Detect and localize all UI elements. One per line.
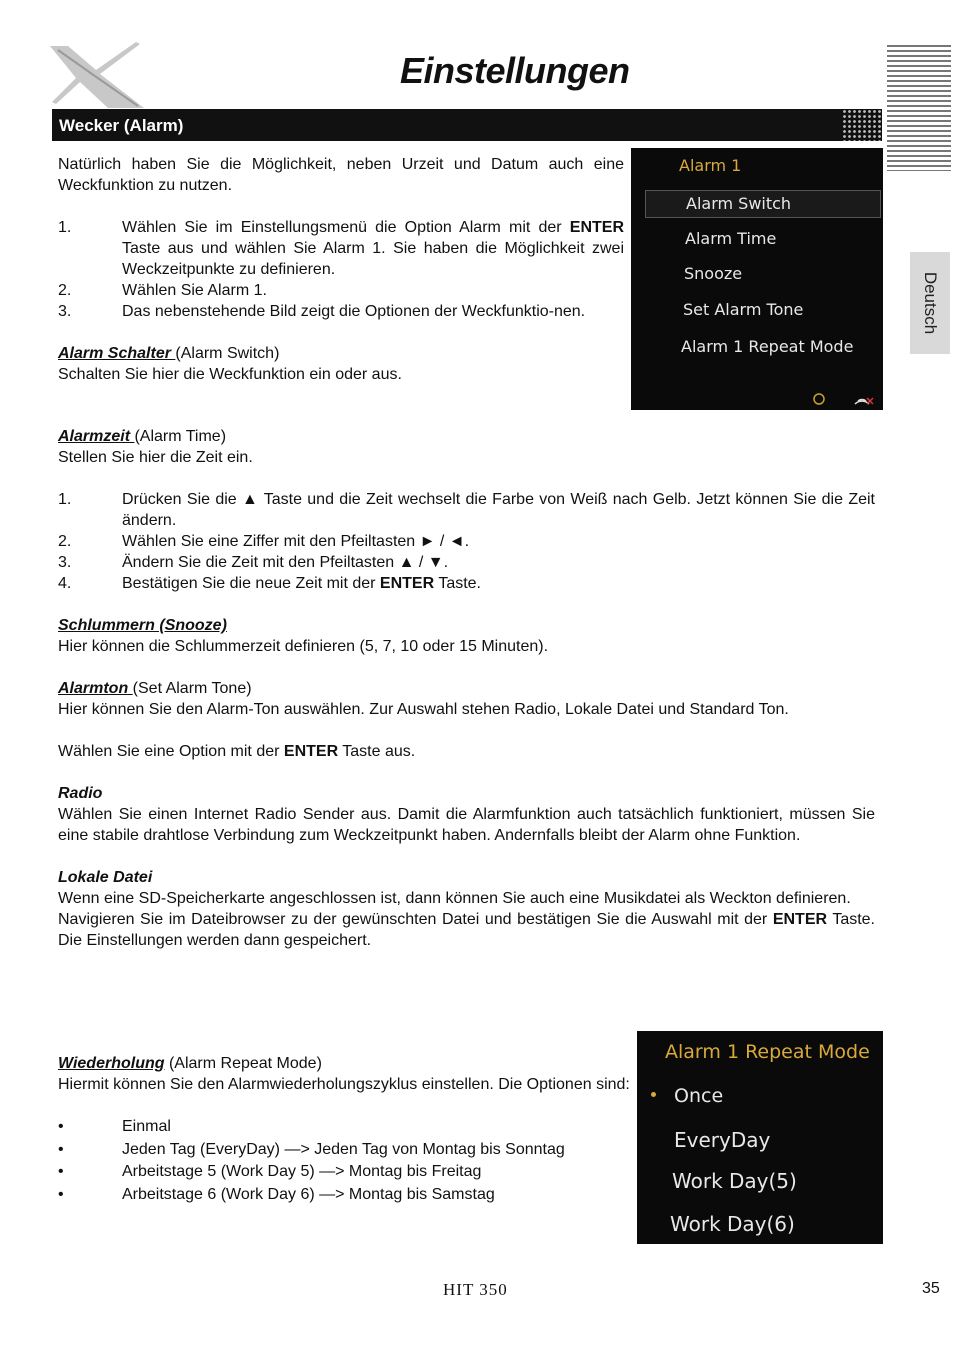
alarm-menu-screenshot [631,148,883,410]
local-file-desc: Wenn eine SD-Speicherkarte angeschlossen ist, dann können Sie auch eine Musikdatei als Weckton definieren. [58,890,851,907]
intro-text: Natürlich haben Sie die Möglichkeit, neben Urzeit und Datum auch eine Weckfunktion zu nutzen. [58,156,624,194]
alarm-time-heading: Alarmzeit (Alarm Time) [58,428,227,445]
language-tab [910,252,950,354]
page-number: 35 [922,1280,940,1297]
radio-desc: Wählen Sie einen Internet Radio Sender aus. Damit die Alarmfunktion auch tatsächlich funktioniert, müssen Sie eine stabile drahtlose Verbindung zum Weckzeitpunkt haben. Andernfalls bleibt der Alarm ohne Funktion. [58,806,875,844]
list-number: 1. [58,491,72,508]
list-text: Bestätigen Sie die neue Zeit mit der ENTER Taste. [122,575,481,592]
snooze-heading: Schlummern (Snooze) [58,617,227,634]
list-item [58,489,875,531]
bullet: • [58,1163,64,1180]
list-item [58,1139,631,1162]
screen-item: EveryDay [674,1128,771,1152]
screen-item: Once [674,1085,724,1107]
steps-list-1 [58,217,624,322]
list-item [58,301,624,322]
repeat-desc: Hiermit können Sie den Alarmwiederholungszyklus einstellen. Die Optionen sind: [58,1076,630,1093]
list-text: Jeden Tag (EveryDay) —> Jeden Tag von Montag bis Sonntag [122,1140,565,1158]
language-tab-label: Deutsch [921,271,940,335]
list-text: Arbeitstage 5 (Work Day 5) —> Montag bis Freitag [122,1163,482,1180]
snooze-desc: Hier können die Schlummerzeit definieren (5, 7, 10 oder 15 Minuten). [58,638,549,655]
decorative-stripes [887,45,951,171]
list-text: Das nebenstehende Bild zeigt die Optionen der Weckfunktio-nen. [122,303,586,320]
screen-item: Work Day(5) [672,1169,797,1193]
bullet: • [58,1118,64,1135]
local-file-desc-2: Navigieren Sie im Dateibrowser zu der gewünschten Datei und bestätigen Sie die Auswahl mit der ENTER Taste. Die Einstellungen werden dann gespeichert. [58,911,876,949]
bullet: • [58,1185,64,1203]
footer-model: HIT 350 [443,1280,508,1299]
alarm-switch-heading: Alarm Schalter (Alarm Switch) [58,345,280,362]
list-text: Arbeitstage 6 (Work Day 6) —> Montag bis Samstag [122,1185,495,1203]
alarm-time-desc: Stellen Sie hier die Zeit ein. [58,449,253,466]
list-number: 1. [58,219,72,236]
repeat-mode-screenshot [637,1031,883,1244]
list-item [58,280,624,301]
alarm-tone-enter: Wählen Sie eine Option mit der ENTER Taste aus. [58,743,416,760]
list-number: 3. [58,554,72,571]
decorative-dots [842,109,882,141]
list-number: 3. [58,303,72,320]
list-text: Ändern Sie die Zeit mit den Pfeiltasten ▲ / ▼. [122,554,449,571]
list-item [58,1116,631,1139]
list-item [58,531,875,552]
alarm-switch-desc: Schalten Sie hier die Weckfunktion ein oder aus. [58,366,402,383]
list-item [58,1184,631,1207]
screen-item: Alarm Switch [686,194,792,213]
intro-block [58,154,624,385]
status-icons [809,388,879,408]
screen-title: Alarm 1 Repeat Mode [665,1041,870,1063]
screen-item: Set Alarm Tone [683,300,804,319]
list-number: 2. [58,282,72,299]
steps-list-2 [58,489,875,594]
list-number: 4. [58,575,72,592]
list-number: 2. [58,533,72,550]
list-text: Wählen Sie Alarm 1. [122,282,267,299]
list-text: Wählen Sie im Einstellungsmenü die Option Alarm mit der ENTER Taste aus und wählen Sie Alarm 1. Sie haben die Möglichkeit zwei Weckzeitpunkte zu definieren. [122,219,624,278]
local-file-heading: Lokale Datei [58,869,153,886]
screen-item: Work Day(6) [670,1212,795,1236]
repeat-options [58,1116,631,1206]
main-text-block [58,426,875,951]
selected-dot [651,1092,656,1097]
screen-item: Alarm 1 Repeat Mode [681,337,854,356]
list-text: Wählen Sie eine Ziffer mit den Pfeiltasten ► / ◄. [122,533,470,550]
repeat-heading: Wiederholung (Alarm Repeat Mode) [58,1055,322,1072]
alarm-tone-desc: Hier können Sie den Alarm-Ton auswählen. Zur Auswahl stehen Radio, Lokale Datei und Standard Ton. [58,701,789,718]
repeat-block [58,1053,631,1206]
brand-logo [48,40,148,110]
list-item [58,573,875,594]
page-title: Einstellungen [400,50,630,91]
list-text: Drücken Sie die ▲ Taste und die Zeit wechselt die Farbe von Weiß nach Gelb. Jetzt können Sie die Zeit ändern. [122,491,875,529]
radio-heading: Radio [58,785,103,802]
list-text: Einmal [122,1118,171,1135]
alarm-tone-heading: Alarmton (Set Alarm Tone) [58,680,252,697]
list-item [58,552,875,573]
section-title: Wecker (Alarm) [59,116,184,135]
list-item [58,217,624,280]
screen-item: Snooze [684,264,743,283]
list-item [58,1161,631,1184]
bullet: • [58,1140,64,1158]
screen-item: Alarm Time [685,229,777,248]
screen-title: Alarm 1 [679,156,742,175]
section-header [52,109,882,141]
